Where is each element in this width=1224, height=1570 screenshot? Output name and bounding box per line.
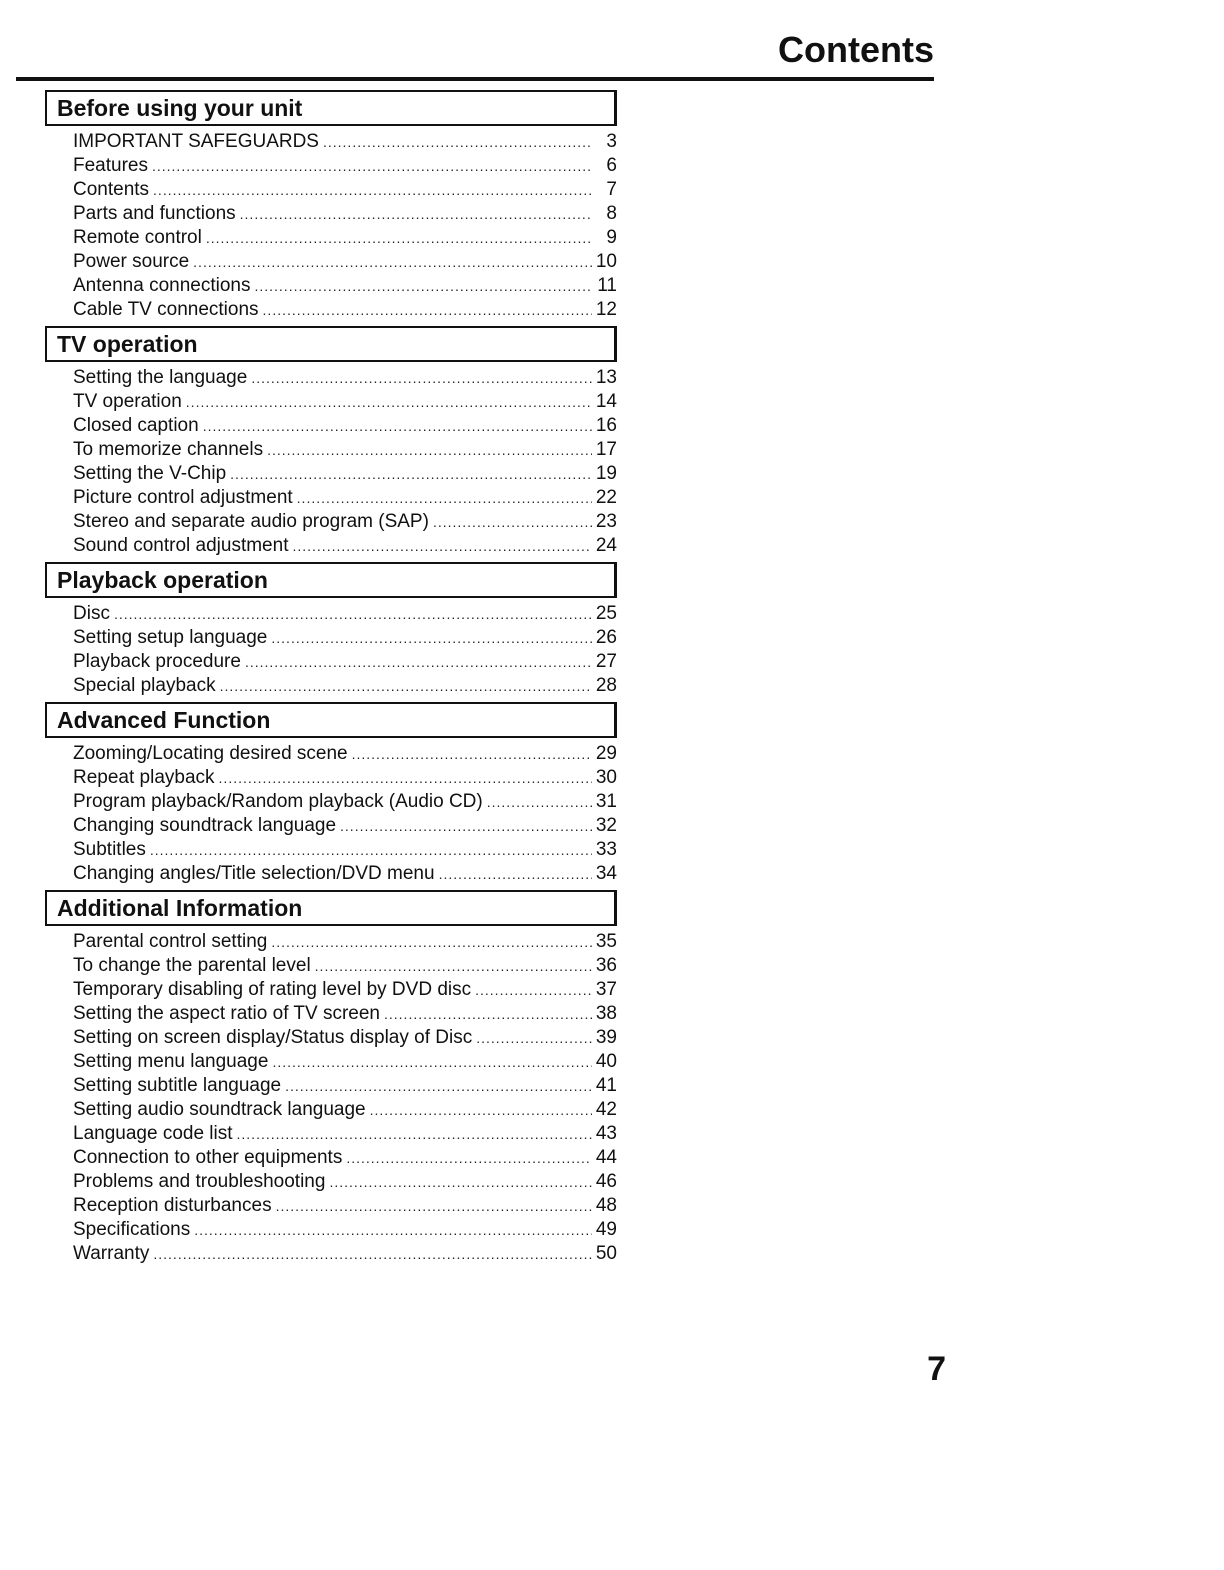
toc-entry-page: 9: [606, 227, 617, 248]
toc-entry-label: Connection to other equipments: [73, 1147, 343, 1168]
toc-entry-page: 31: [595, 791, 617, 812]
toc-entry-label: Program playback/Random playback (Audio CD): [73, 791, 483, 812]
toc-entry-page: 11: [597, 275, 617, 296]
toc-entry: [73, 602, 617, 626]
toc-entry-label: To memorize channels: [73, 439, 264, 460]
toc-entry-label: Zooming/Locating desired scene: [73, 743, 348, 764]
toc-entry-page: 17: [595, 439, 617, 460]
section-header: Before using your unit: [45, 90, 617, 126]
dot-leader: [487, 790, 592, 814]
toc-entry-page: 34: [595, 863, 617, 884]
dot-leader: [433, 510, 592, 534]
toc-entry-label: Changing angles/Title selection/DVD menu: [73, 863, 435, 884]
toc-entry-label: Cable TV connections: [73, 299, 259, 320]
toc-entry-label: Setting on screen display/Status display of Disc: [73, 1027, 473, 1048]
toc-entry: [73, 462, 617, 486]
dot-leader: [271, 930, 592, 954]
dot-leader: [346, 1146, 592, 1170]
toc-entry-page: 26: [595, 627, 617, 648]
toc-entry-label: Setting menu language: [73, 1051, 269, 1072]
toc-entry-label: Setting the aspect ratio of TV screen: [73, 1003, 380, 1024]
dot-leader: [297, 486, 592, 510]
toc-entry-list: [73, 602, 617, 698]
section-header: Additional Information: [45, 890, 617, 926]
toc-entry-label: Temporary disabling of rating level by DVD disc: [73, 979, 472, 1000]
toc-entry-label: Problems and troubleshooting: [73, 1171, 326, 1192]
dot-leader: [475, 978, 592, 1002]
toc-entry: [73, 438, 617, 462]
toc-entry: [73, 978, 617, 1002]
toc-entry: [73, 534, 617, 558]
toc-entry: [73, 1170, 617, 1194]
dot-leader: [292, 534, 591, 558]
dot-leader: [340, 814, 592, 838]
dot-leader: [272, 1050, 591, 1074]
dot-leader: [114, 602, 592, 626]
toc-entry: [73, 510, 617, 534]
toc-entry: [73, 1026, 617, 1050]
toc-entry-label: Remote control: [73, 227, 202, 248]
toc-entry-page: 44: [595, 1147, 617, 1168]
toc-entry-page: 50: [595, 1243, 617, 1264]
section-header: Playback operation: [45, 562, 617, 598]
toc-entry-label: Setting audio soundtrack language: [73, 1099, 366, 1120]
toc-entry-page: 39: [595, 1027, 617, 1048]
toc-entry-label: Features: [73, 155, 148, 176]
toc-entry: [73, 1122, 617, 1146]
dot-leader: [285, 1074, 592, 1098]
toc-entry: [73, 414, 617, 438]
section-header: TV operation: [45, 326, 617, 362]
toc-entry: [73, 202, 617, 226]
toc-entry-label: IMPORTANT SAFEGUARDS: [73, 131, 319, 152]
toc-entry: [73, 674, 617, 698]
title-rule: [16, 77, 934, 81]
toc-entry-label: Setting the language: [73, 367, 248, 388]
toc-entry-page: 16: [595, 415, 617, 436]
toc-entry-label: Warranty: [73, 1243, 150, 1264]
toc-entry-label: Parental control setting: [73, 931, 268, 952]
toc-entry: [73, 742, 617, 766]
toc-entry-page: 32: [595, 815, 617, 836]
dot-leader: [439, 862, 592, 886]
toc-entry-page: 14: [595, 391, 617, 412]
dot-leader: [352, 742, 592, 766]
toc-entry-label: Language code list: [73, 1123, 233, 1144]
dot-leader: [245, 650, 592, 674]
toc-entry-page: 33: [595, 839, 617, 860]
toc-entry-page: 12: [595, 299, 617, 320]
toc-entry-label: Stereo and separate audio program (SAP): [73, 511, 429, 532]
dot-leader: [329, 1170, 591, 1194]
toc-entry-page: 19: [595, 463, 617, 484]
toc-entry: [73, 1146, 617, 1170]
toc-entry-page: 24: [595, 535, 617, 556]
dot-leader: [267, 438, 592, 462]
dot-leader: [323, 130, 593, 154]
toc-section: [45, 326, 617, 558]
toc-entry: [73, 390, 617, 414]
toc-entry: [73, 930, 617, 954]
page-title: Contents: [778, 29, 934, 70]
toc-entry-list: [73, 742, 617, 886]
toc-entry-page: 13: [595, 367, 617, 388]
toc-entry-page: 48: [595, 1195, 617, 1216]
toc-entry-page: 29: [595, 743, 617, 764]
dot-leader: [153, 1242, 591, 1266]
toc-entry: [73, 274, 617, 298]
toc-entry-label: Setting setup language: [73, 627, 268, 648]
toc-entry: [73, 1218, 617, 1242]
toc-entry: [73, 1242, 617, 1266]
toc-entry: [73, 1050, 617, 1074]
toc-entry-page: 30: [595, 767, 617, 788]
toc-entry: [73, 366, 617, 390]
toc-entry-label: Closed caption: [73, 415, 199, 436]
toc-entry-page: 22: [595, 487, 617, 508]
toc-entry: [73, 250, 617, 274]
toc-entry-page: 40: [595, 1051, 617, 1072]
toc-section: [45, 702, 617, 886]
dot-leader: [152, 154, 593, 178]
toc-entry: [73, 1098, 617, 1122]
toc-entry-label: Parts and functions: [73, 203, 236, 224]
toc-entry-label: Setting subtitle language: [73, 1075, 282, 1096]
toc-entry: [73, 1002, 617, 1026]
toc-entry-label: Reception disturbances: [73, 1195, 272, 1216]
toc-entry-page: 3: [606, 131, 617, 152]
dot-leader: [315, 954, 592, 978]
dot-leader: [476, 1026, 592, 1050]
toc-entry-label: Specifications: [73, 1219, 191, 1240]
toc-entry: [73, 954, 617, 978]
toc-entry-label: Picture control adjustment: [73, 487, 293, 508]
dot-leader: [150, 838, 592, 862]
toc-entry-list: [73, 930, 617, 1266]
toc-entry-page: 25: [595, 603, 617, 624]
toc-entry-page: 42: [595, 1099, 617, 1120]
toc-entry-page: 35: [595, 931, 617, 952]
table-of-contents: [45, 90, 617, 1270]
dot-leader: [219, 766, 592, 790]
toc-entry-label: Repeat playback: [73, 767, 215, 788]
toc-entry-page: 41: [595, 1075, 617, 1096]
dot-leader: [220, 674, 592, 698]
toc-entry: [73, 1194, 617, 1218]
toc-entry: [73, 298, 617, 322]
toc-entry-label: Playback procedure: [73, 651, 241, 672]
dot-leader: [240, 202, 593, 226]
section-header: Advanced Function: [45, 702, 617, 738]
dot-leader: [271, 626, 591, 650]
toc-entry-label: Power source: [73, 251, 190, 272]
toc-entry-label: TV operation: [73, 391, 182, 412]
toc-entry-page: 43: [595, 1123, 617, 1144]
toc-entry-page: 38: [595, 1003, 617, 1024]
dot-leader: [203, 414, 592, 438]
toc-entry-page: 36: [595, 955, 617, 976]
toc-entry-label: Antenna connections: [73, 275, 251, 296]
toc-entry-page: 37: [595, 979, 617, 1000]
toc-entry-label: Disc: [73, 603, 110, 624]
dot-leader: [384, 1002, 592, 1026]
toc-entry: [73, 154, 617, 178]
dot-leader: [263, 298, 592, 322]
toc-entry-page: 28: [595, 675, 617, 696]
toc-entry-page: 27: [595, 651, 617, 672]
toc-entry: [73, 226, 617, 250]
toc-entry-page: 8: [606, 203, 617, 224]
toc-entry: [73, 790, 617, 814]
toc-entry: [73, 838, 617, 862]
toc-entry-list: [73, 366, 617, 558]
page-number: 7: [927, 1350, 946, 1388]
dot-leader: [276, 1194, 592, 1218]
toc-entry: [73, 130, 617, 154]
dot-leader: [370, 1098, 592, 1122]
toc-entry-label: Subtitles: [73, 839, 146, 860]
dot-leader: [186, 390, 592, 414]
toc-entry: [73, 178, 617, 202]
toc-entry-label: Special playback: [73, 675, 216, 696]
dot-leader: [153, 178, 593, 202]
toc-entry-label: Changing soundtrack language: [73, 815, 337, 836]
toc-entry-page: 10: [595, 251, 617, 272]
toc-entry-list: [73, 130, 617, 322]
dot-leader: [193, 250, 592, 274]
toc-entry-label: Setting the V-Chip: [73, 463, 227, 484]
dot-leader: [251, 366, 592, 390]
toc-entry: [73, 862, 617, 886]
toc-entry: [73, 650, 617, 674]
toc-entry: [73, 486, 617, 510]
toc-entry: [73, 766, 617, 790]
toc-section: [45, 890, 617, 1266]
dot-leader: [230, 462, 592, 486]
dot-leader: [206, 226, 593, 250]
toc-section: [45, 90, 617, 322]
toc-entry-page: 7: [606, 179, 617, 200]
toc-entry-page: 49: [595, 1219, 617, 1240]
toc-entry-page: 6: [606, 155, 617, 176]
toc-entry-page: 46: [595, 1171, 617, 1192]
dot-leader: [237, 1122, 592, 1146]
toc-entry-page: 23: [595, 511, 617, 532]
dot-leader: [194, 1218, 592, 1242]
toc-entry-label: Sound control adjustment: [73, 535, 289, 556]
toc-entry-label: To change the parental level: [73, 955, 311, 976]
dot-leader: [254, 274, 593, 298]
toc-entry: [73, 626, 617, 650]
toc-section: [45, 562, 617, 698]
toc-entry: [73, 814, 617, 838]
toc-entry: [73, 1074, 617, 1098]
toc-entry-label: Contents: [73, 179, 150, 200]
